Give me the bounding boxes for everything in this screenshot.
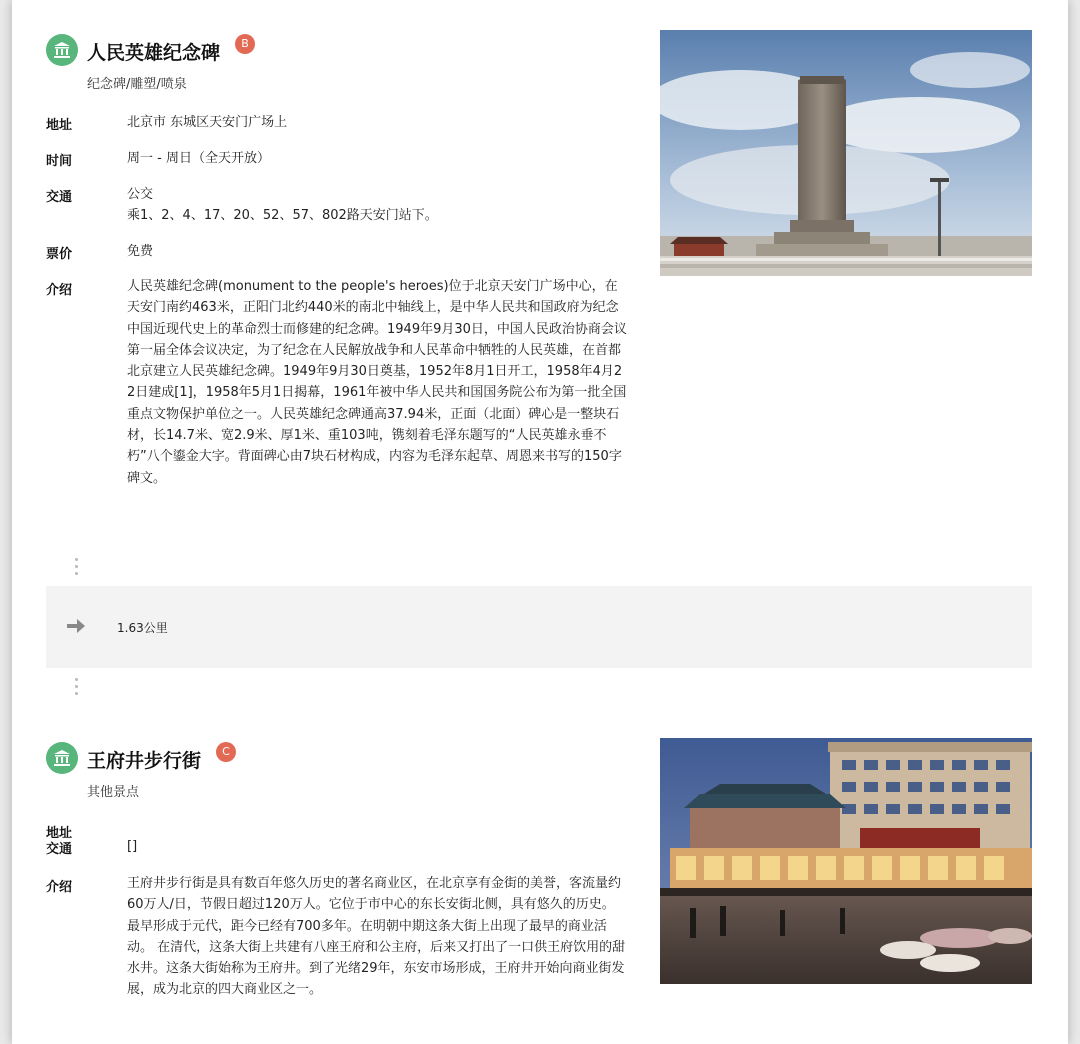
time-value: 周一 - 周日（全天开放）: [127, 151, 270, 166]
transport-detail: 乘1、2、4、17、20、52、57、802路天安门站下。: [127, 208, 438, 223]
ticket-label: 票价: [46, 247, 73, 262]
route-connector: [75, 558, 79, 579]
street-photo[interactable]: [660, 738, 1032, 984]
intro-label: 介绍: [46, 880, 73, 895]
address-label: 地址: [46, 118, 73, 133]
spot-category: 其他景点: [87, 785, 140, 800]
transport-mode: 公交: [127, 187, 154, 202]
museum-icon: [46, 742, 78, 774]
spot-title[interactable]: 王府井步行街: [87, 750, 202, 772]
address-label: 地址: [46, 826, 73, 841]
spot-card[interactable]: [12, 30, 1068, 510]
intro-text: 王府井步行街是具有数百年悠久历史的著名商业区，在北京享有金街的美誉，客流量约60万人/日，节假日超过120万人。它位于市中心的东长安街北侧，具有悠久的历史。最早形成于元代，距今已经有700多年。在明朝中期这条大街上出现了最早的商业活动。 在清代，这条大街上共建有八座王府和公主府，后来又打出了一口供王府饮用的甜水井。这条大街始称为王府井。到了光绪29年，东安市场形成，王府井开始向商业街发展，成为北京的四大商业区之一。: [127, 876, 626, 998]
transfer-bar[interactable]: [46, 586, 1032, 668]
intro-text: 人民英雄纪念碑(monument to the people's heroes)位于北京天安门广场中心，在天安门南约463米，正阳门北约440米的南北中轴线上，是中华人民共和国政府为纪念中国近现代史上的革命烈士而修建的纪念碑。1949年9月30日，中国人民政治协商会议第一届全体会议决定，为了纪念在人民解放战争和人民革命中牺牲的人民英雄，在首都北京建立人民英雄纪念碑。1949年9月30日奠基，1952年8月1日开工，1958年4月22日建成[1]，1958年5月1日揭幕，1961年被中华人民共和国国务院公布为第一批全国重点文物保护单位之一。人民英雄纪念碑通高37.94米，正面（北面）碑心是一整块石材，长14.7米、宽2.9米、厚1米、重103吨，镌刻着毛泽东题写的“人民英雄永垂不朽”八个鎏金大字。背面碑心由7块石材构成，内容为毛泽东起草、周恩来书写的150字碑文。: [127, 279, 627, 486]
address-value: 北京市 东城区天安门广场上: [127, 115, 288, 130]
spot-category: 纪念碑/雕塑/喷泉: [87, 77, 187, 92]
transport-label: 交通: [46, 842, 73, 857]
museum-icon: [46, 34, 78, 66]
arrow-right-icon: [66, 618, 86, 634]
ticket-value: 免费: [127, 244, 154, 259]
intro-label: 介绍: [46, 283, 73, 298]
grade-badge: B: [235, 34, 255, 54]
time-label: 时间: [46, 154, 73, 169]
itinerary-page: [12, 0, 1068, 1044]
monument-photo[interactable]: [660, 30, 1032, 276]
spot-card[interactable]: [12, 738, 1068, 1038]
grade-badge: C: [216, 742, 236, 762]
spot-title[interactable]: 人民英雄纪念碑: [87, 42, 221, 64]
transport-label: 交通: [46, 190, 73, 205]
route-connector: [75, 678, 79, 699]
transport-value: []: [127, 839, 138, 854]
transfer-distance: 1.63公里: [117, 621, 168, 635]
